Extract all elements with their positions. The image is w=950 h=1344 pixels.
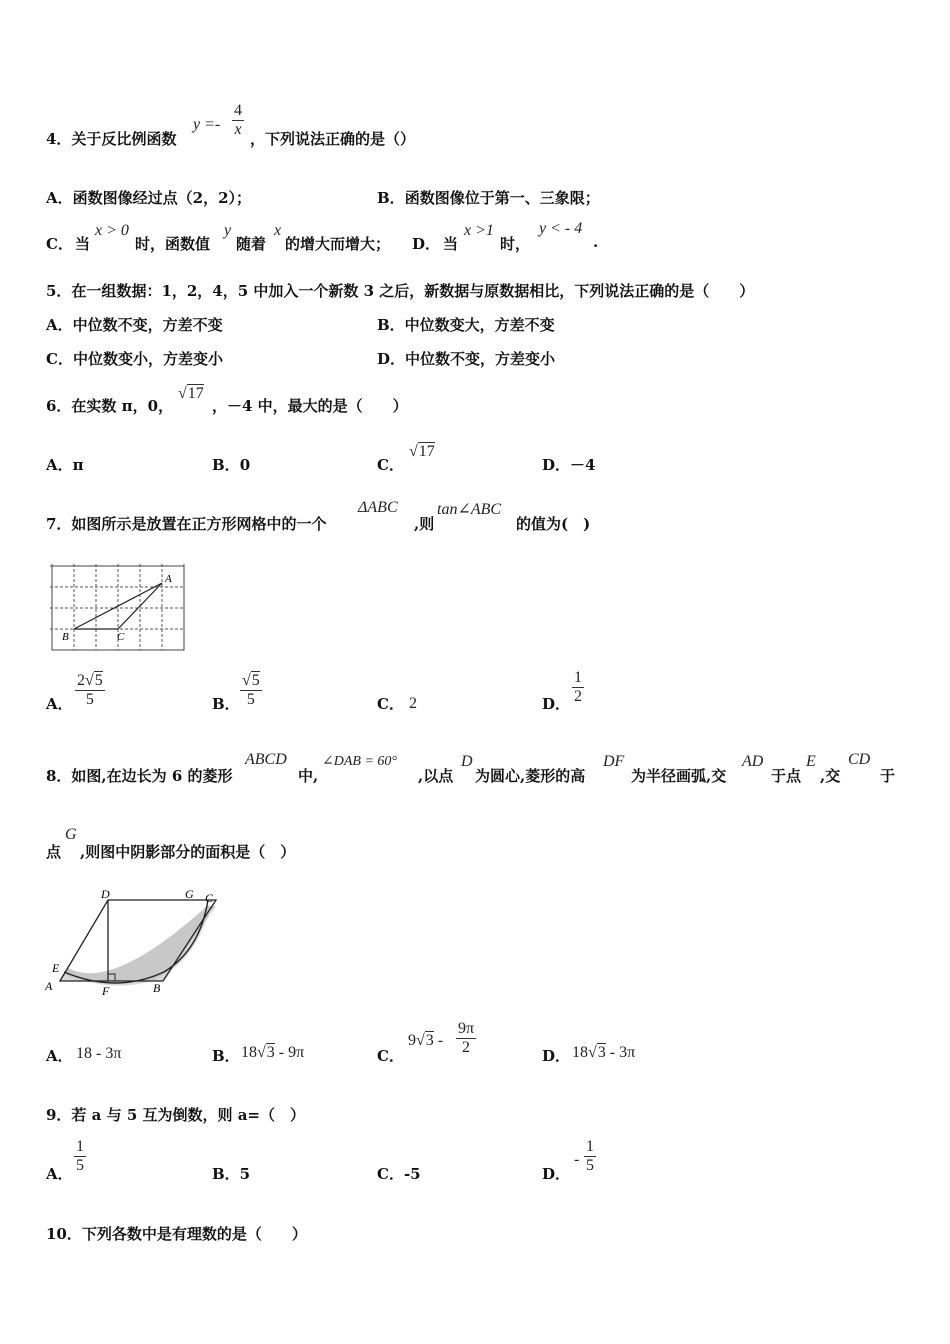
q7-stem-prefix: 7．如图所示是放置在正方形网格中的一个 [46, 515, 327, 533]
q8-a-expr: 18 - 3π [76, 1045, 122, 1062]
q8-line2-p2: ,则图中阴影部分的面积是（ ） [80, 843, 296, 861]
q8-m7: CD [848, 751, 871, 768]
q9-d-label: D． [542, 1165, 571, 1183]
q5-stem: 5．在一组数据：1，2，4，5 中加入一个新数 3 之后，新数据与原数据相比，下列说法正确的是（ ） [46, 282, 755, 300]
q5-option-d: D．中位数不变，方差变小 [377, 350, 556, 368]
q8-m2: ∠DAB = 60° [322, 754, 397, 769]
q8-p2: 中, [298, 767, 319, 785]
q4-func-y: y =- [193, 116, 221, 133]
q9-a-fraction [74, 1138, 86, 1175]
q7-a-label: A． [46, 695, 73, 713]
q8-b-post: - 9π [274, 1044, 305, 1061]
q9-a-label: A． [46, 1165, 73, 1183]
q9-option-b: B．5 [212, 1165, 251, 1183]
q8-fig-label-a: A [45, 979, 53, 993]
q8-m5: AD [742, 753, 764, 770]
q7-b-den: 5 [240, 690, 262, 709]
q4-d-p1: 当 [443, 235, 459, 253]
q9-stem: 9．若 a 与 5 互为倒数，则 a=（ ） [46, 1106, 305, 1124]
q4-c-p4: 的增大而增大； [285, 235, 391, 253]
q6-option-d [542, 454, 595, 475]
q8-p3: ,以点 [418, 767, 454, 785]
q8-c-fraction [456, 1020, 476, 1057]
q7-stem-mid: ,则 [414, 515, 435, 533]
q4-func-den: x [232, 120, 244, 139]
q7-tan: tan∠ABC [437, 501, 502, 518]
q7-d-num: 1 [574, 669, 582, 686]
q7-triangle: ΔABC [358, 499, 398, 516]
q8-fig-label-g: G [185, 888, 194, 901]
q8-line2-m1: G [65, 826, 77, 843]
q8-m1: ABCD [245, 751, 287, 768]
q7-b-rad: 5 [251, 672, 260, 689]
q8-m4: DF [603, 753, 625, 770]
q7-fig-label-a: A [165, 573, 172, 585]
q4-c-m2: y [224, 222, 232, 239]
q8-fig-label-f: F [102, 984, 110, 998]
q8-rhombus-figure [42, 888, 232, 1000]
q8-c-minus: - [433, 1032, 444, 1049]
q8-fig-label-c: C [205, 891, 214, 905]
q4-c-p1: 当 [75, 235, 91, 253]
q8-p1: 8．如图,在边长为 6 的菱形 [46, 767, 233, 785]
q7-fig-label-b: B [62, 631, 69, 643]
q8-b-expr: 18√3 - 9π [241, 1044, 305, 1061]
q5-option-b: B．中位数变大，方差不变 [377, 316, 555, 334]
q4-b-label: B． [377, 189, 405, 207]
q8-p5: 为半径画弧,交 [631, 767, 727, 785]
q8-d-post: - 3π [605, 1044, 636, 1061]
q7-fig-label-c: C [117, 631, 125, 643]
q8-b-label: B． [212, 1047, 240, 1065]
q6-stem-suffix: ，－4 中，最大的是（ ） [212, 397, 408, 415]
q8-b-pre: 18 [241, 1044, 257, 1061]
q8-c-den: 2 [456, 1038, 476, 1057]
q6-stem-prefix: 6．在实数 π，0， [46, 397, 174, 415]
q5-option-a: A．中位数不变，方差不变 [46, 316, 223, 334]
q4-d-m1: x >1 [464, 222, 494, 239]
q7-a-rad: 5 [94, 672, 103, 689]
q8-b-rad: 3 [266, 1044, 275, 1061]
q10-stem: 10．下列各数中是有理数的是（ ） [46, 1225, 307, 1243]
q9-d-den: 5 [586, 1157, 594, 1174]
q8-c-num: 9π [458, 1020, 475, 1037]
q6-b-val: 0 [239, 456, 251, 474]
q4-d-m2: y < - 4 [539, 220, 583, 237]
q8-p4: 为圆心,菱形的高 [475, 767, 586, 785]
q8-fig-label-b: B [153, 981, 161, 995]
q4-stem-suffix: ，下列说法正确的是（） [250, 130, 416, 148]
q6-option-a [46, 454, 84, 475]
q8-p7: ,交 [820, 767, 841, 785]
q7-d-den: 2 [574, 688, 582, 705]
q4-b-text: 函数图像位于第一、三象限； [404, 189, 600, 207]
q8-d-pre: 18 [572, 1044, 588, 1061]
q8-a-label: A． [46, 1047, 73, 1065]
q9-a-den: 5 [76, 1157, 84, 1174]
q5-option-c: C．中位数变小，方差变小 [46, 350, 223, 368]
q9-d-sign: - [574, 1151, 580, 1168]
q7-c-label: C． [377, 695, 404, 713]
q8-c-rad: 3 [425, 1032, 434, 1049]
q8-d-label: D． [542, 1047, 571, 1065]
q6-c-radicand: 17 [418, 443, 435, 460]
q7-c-val: 2 [409, 695, 417, 712]
q6-c-sqrt: √17 [409, 443, 435, 460]
q7-b-label: B． [212, 695, 240, 713]
q7-b-num: √5 [242, 672, 260, 689]
q8-c-pre: 9 [408, 1032, 416, 1049]
q6-d-val: －4 [570, 456, 596, 474]
q4-d-p2: 时， [500, 235, 531, 253]
q4-option-b [377, 187, 600, 208]
q7-stem-suffix: 的值为( ) [516, 515, 591, 533]
q4-func-fraction [232, 102, 244, 139]
q6-radicand: 17 [187, 385, 204, 402]
q9-d-fraction [584, 1138, 596, 1175]
q7-grid-figure [48, 562, 188, 652]
q6-b-label: B． [212, 456, 240, 474]
q8-fig-label-e: E [52, 961, 60, 975]
q4-c-m3: x [274, 222, 282, 239]
q6-sqrt: √17 [178, 385, 204, 402]
q4-c-p2: 时，函数值 [135, 235, 211, 253]
q8-line2-p1: 点 [46, 843, 62, 861]
q7-a-coef: 2 [77, 672, 85, 689]
q7-a-num: 2√5 [77, 672, 103, 689]
q7-d-fraction [572, 669, 584, 706]
q4-func-num: 4 [234, 102, 242, 119]
q4-stem-prefix: 4．关于反比例函数 [46, 130, 177, 148]
q4-c-p3: 随着 [236, 235, 267, 253]
q6-option-b [212, 454, 250, 475]
q4-a-text: 函数图像经过点（2，2）； [72, 189, 252, 207]
q6-c-label: C． [377, 456, 404, 474]
q8-d-rad: 3 [597, 1044, 606, 1061]
q6-d-label: D． [542, 456, 571, 474]
q7-b-fraction [240, 671, 262, 709]
q6-a-label: A． [46, 456, 73, 474]
q7-a-den: 5 [75, 690, 105, 709]
q8-c-expr: 9√3 - [408, 1032, 444, 1049]
q8-d-expr: 18√3 - 3π [572, 1044, 636, 1061]
q7-a-fraction [75, 671, 105, 709]
q4-a-label: A． [46, 189, 73, 207]
q8-p8: 于 [880, 767, 896, 785]
q8-m3: D [461, 753, 473, 770]
q7-d-label: D． [542, 695, 571, 713]
q6-a-val: π [72, 456, 84, 474]
q4-d-p3: . [593, 233, 599, 251]
q4-c-label: C． [46, 235, 73, 253]
q9-d-num: 1 [586, 1138, 594, 1155]
q8-fig-label-d: D [101, 888, 110, 901]
q4-d-label: D． [412, 235, 441, 253]
q4-option-a [46, 187, 251, 208]
q8-m6: E [806, 753, 816, 770]
q8-c-label: C． [377, 1047, 404, 1065]
q9-option-c: C．-5 [377, 1165, 421, 1183]
q8-p6: 于点 [771, 767, 802, 785]
q9-a-num: 1 [76, 1138, 84, 1155]
q4-c-m1: x > 0 [95, 222, 129, 239]
